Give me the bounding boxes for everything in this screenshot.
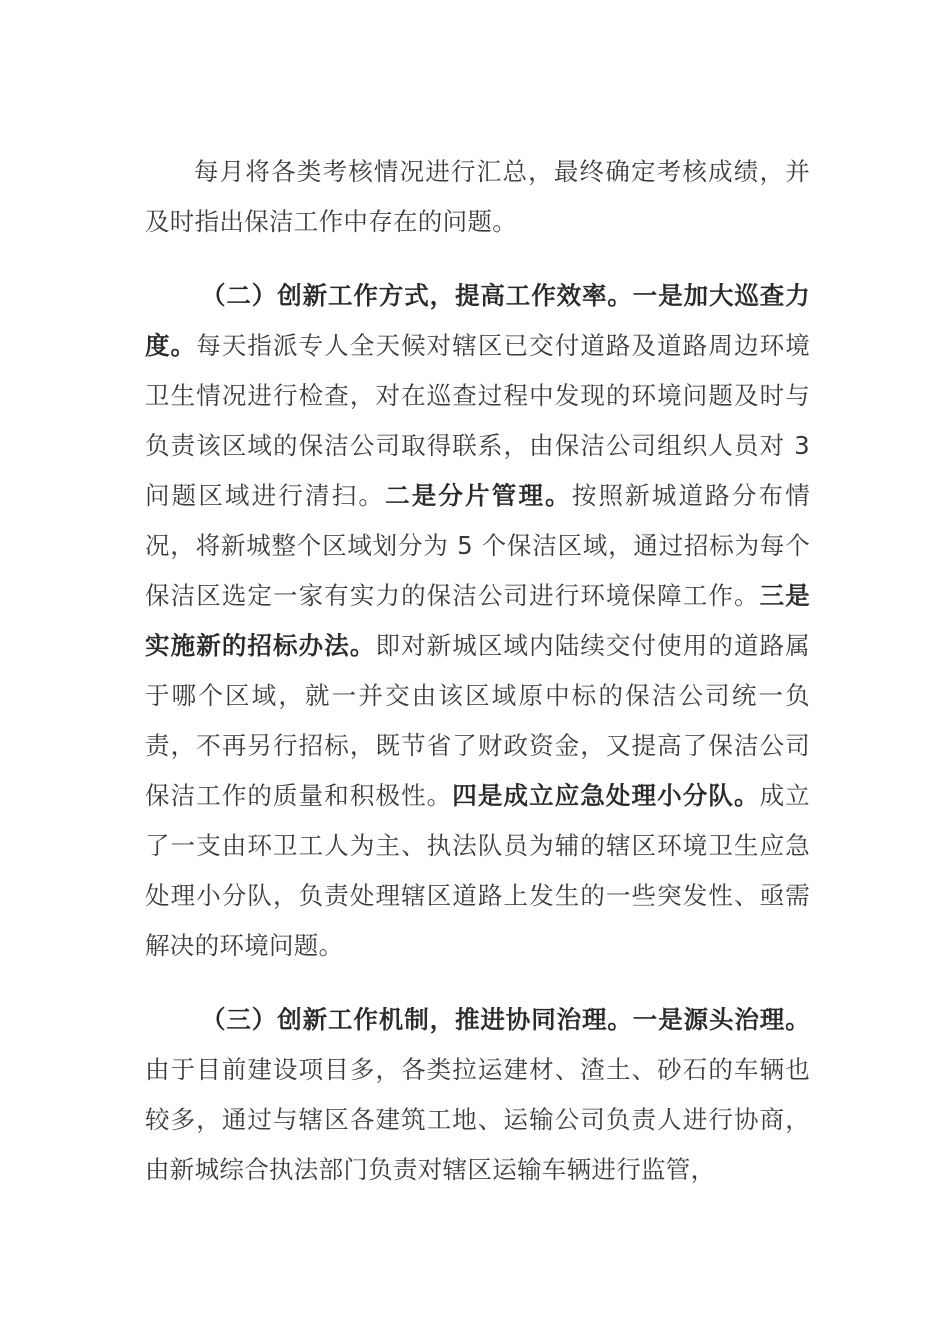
point-one-text: 由于目前建设项目多，各类拉运建材、渣土、砂石的车辆也较多，通过与辖区各建筑工地、运输公司负责人进行协商，由新城综合执法部门负责对辖区运输车辆进行监管， bbox=[145, 1055, 810, 1184]
point-two-heading: 二是分片管理。 bbox=[385, 481, 572, 510]
point-one-heading: 一是加大巡查力度。 bbox=[145, 281, 810, 360]
paragraph-assessment-summary bbox=[145, 147, 810, 247]
point-one-heading: 一是源头治理。 bbox=[632, 1005, 810, 1034]
point-two-text: 按照新城道路分布情况，将新城整个区域划分为 5 个保洁区域，通过招标为每个保洁区选定一家有实力的保洁公司进行环境保障工作。 bbox=[145, 481, 811, 610]
point-three-heading: 三是实施新的招标办法。 bbox=[145, 581, 810, 660]
point-four-text: 成立了一支由环卫工人为主、执法队员为辅的辖区环境卫生应急处理小分队，负责处理辖区道路上发生的一些突发性、亟需解决的环境问题。 bbox=[145, 781, 810, 960]
paragraph-section-three bbox=[145, 995, 810, 1195]
section-heading: （三）创新工作机制，推进协同治理。 bbox=[201, 1005, 633, 1034]
point-one-text: 每天指派专人全天候对辖区已交付道路及道路周边环境卫生情况进行检查，对在巡查过程中发现的环境问题及时与负责该区域的保洁公司取得联系，由保洁公司组织人员对 3 问题区域进行清扫。 bbox=[145, 331, 810, 510]
point-three-text: 即对新城区域内陆续交付使用的道路属于哪个区域，就一并交由该区域原中标的保洁公司统一负责，不再另行招标，既节省了财政资金，又提高了保洁公司保洁工作的质量和积极性。 bbox=[145, 631, 810, 810]
paragraph-section-two bbox=[145, 271, 810, 971]
section-heading: （二）创新工作方式，提高工作效率。 bbox=[201, 281, 633, 310]
paragraph-text: 每月将各类考核情况进行汇总，最终确定考核成绩，并及时指出保洁工作中存在的问题。 bbox=[145, 157, 810, 236]
point-four-heading: 四是成立应急处理小分队。 bbox=[452, 781, 760, 810]
document-page bbox=[145, 147, 810, 1195]
